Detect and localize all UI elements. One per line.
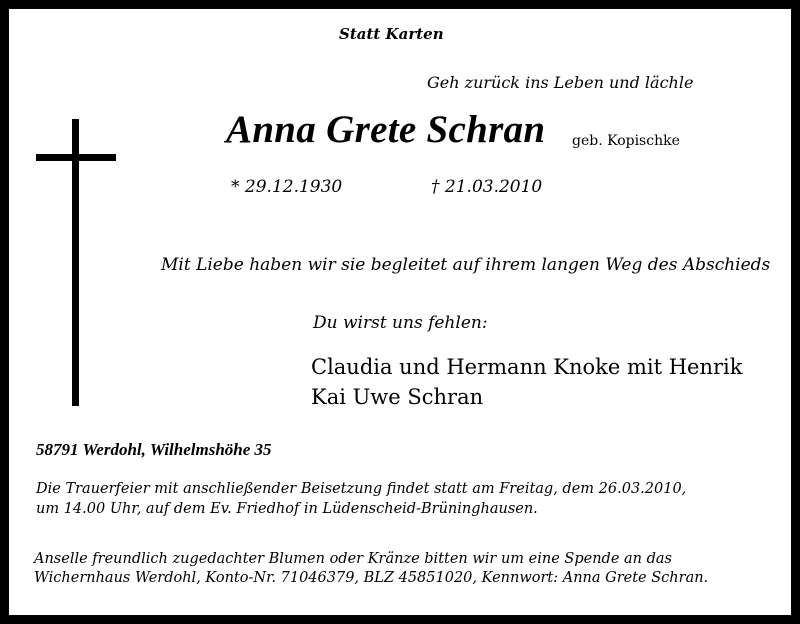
donation-info-line: Wichernhaus Werdohl, Konto-Nr. 71046379, BLZ 45851020, Kennwort: Anna Grete Schran.	[34, 570, 709, 586]
obituary-notice	[9, 9, 791, 615]
family-line: Kai Uwe Schran	[311, 385, 484, 409]
donation-info-line: Anselle freundlich zugedachter Blumen oder Kränze bitten wir um eine Spende an das	[34, 551, 672, 567]
deceased-name: Anna Grete Schran	[226, 108, 546, 151]
family-line: Claudia und Hermann Knoke mit Henrik	[311, 355, 743, 379]
cross-horizontal-bar	[36, 154, 116, 161]
address: 58791 Werdohl, Wilhelmshöhe 35	[36, 440, 272, 459]
notice-heading: Statt Karten	[339, 25, 444, 43]
motto: Geh zurück ins Leben und lächle	[427, 73, 694, 92]
death-date: † 21.03.2010	[431, 177, 543, 197]
farewell-text: Mit Liebe haben wir sie begleitet auf ihrem langen Weg des Abschieds	[161, 255, 771, 275]
funeral-info-line: um 14.00 Uhr, auf dem Ev. Friedhof in Lüdenscheid-Brüninghausen.	[36, 501, 538, 517]
birth-date: * 29.12.1930	[231, 177, 343, 197]
funeral-info-line: Die Trauerfeier mit anschließender Beisetzung findet statt am Freitag, dem 26.03.2010,	[36, 481, 687, 497]
missed-text: Du wirst uns fehlen:	[313, 313, 488, 333]
maiden-name: geb. Kopischke	[572, 133, 680, 149]
cross-vertical-bar	[72, 119, 79, 406]
